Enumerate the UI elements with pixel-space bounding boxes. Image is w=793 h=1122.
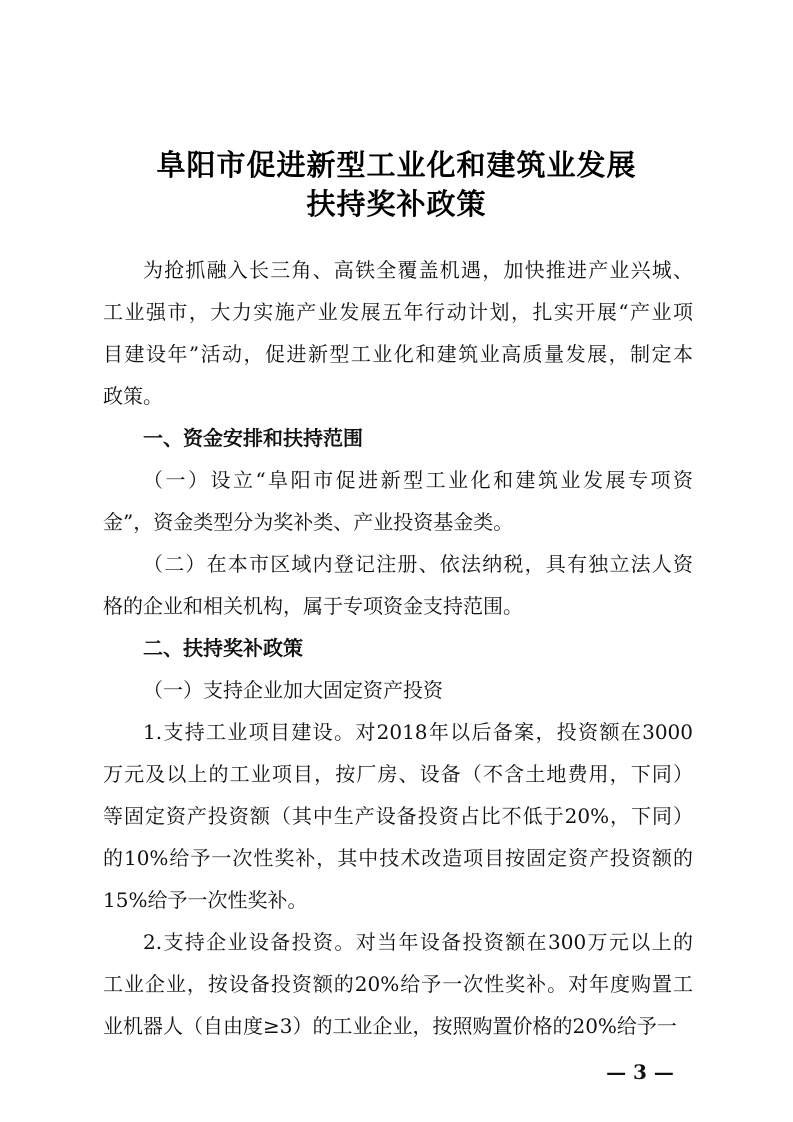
section-heading: 一、资金安排和扶持范围	[143, 426, 363, 450]
paragraph-line: 1.支持工业项目建设。对2018年以后备案，投资额在3000	[143, 720, 693, 744]
document-subtitle: 扶持奖补政策	[306, 187, 487, 221]
paragraph-line: （二）在本市区域内登记注册、依法纳税，具有独立法人资	[143, 552, 693, 576]
paragraph-line: 工业企业，按设备投资额的20%给予一次性奖补。对年度购置工	[103, 972, 693, 996]
paragraph-line: 格的企业和相关机构，属于专项资金支持范围。	[103, 594, 523, 618]
page-number: — 3 —	[606, 1060, 674, 1084]
subsection-heading: （一）支持企业加大固定资产投资	[143, 678, 443, 702]
paragraph-line: 为抢抓融入长三角、高铁全覆盖机遇，加快推进产业兴城、	[143, 258, 693, 282]
paragraph-line: （一）设立“阜阳市促进新型工业化和建筑业发展专项资	[143, 468, 693, 492]
paragraph-line: 金”，资金类型分为奖补类、产业投资基金类。	[103, 510, 514, 534]
paragraph-line: 2.支持企业设备投资。对当年设备投资额在300万元以上的	[143, 930, 693, 954]
paragraph-line: 业机器人（自由度≥3）的工业企业，按照购置价格的20%给予一	[103, 1014, 677, 1038]
paragraph-line: 工业强市，大力实施产业发展五年行动计划，扎实开展“产业项	[103, 300, 693, 324]
paragraph-line: 15%给予一次性奖补。	[103, 888, 308, 912]
paragraph-line: 等固定资产投资额（其中生产设备投资占比不低于20%，下同）	[103, 804, 693, 828]
section-heading: 二、扶持奖补政策	[143, 636, 303, 660]
paragraph-line: 目建设年”活动，促进新型工业化和建筑业高质量发展，制定本	[103, 342, 693, 366]
paragraph-line: 的10%给予一次性奖补，其中技术改造项目按固定资产投资额的	[103, 846, 693, 870]
paragraph-line: 万元及以上的工业项目，按厂房、设备（不含土地费用，下同）	[103, 762, 693, 786]
paragraph-line: 政策。	[103, 384, 163, 408]
document-title: 阜阳市促进新型工业化和建筑业发展	[156, 148, 637, 182]
